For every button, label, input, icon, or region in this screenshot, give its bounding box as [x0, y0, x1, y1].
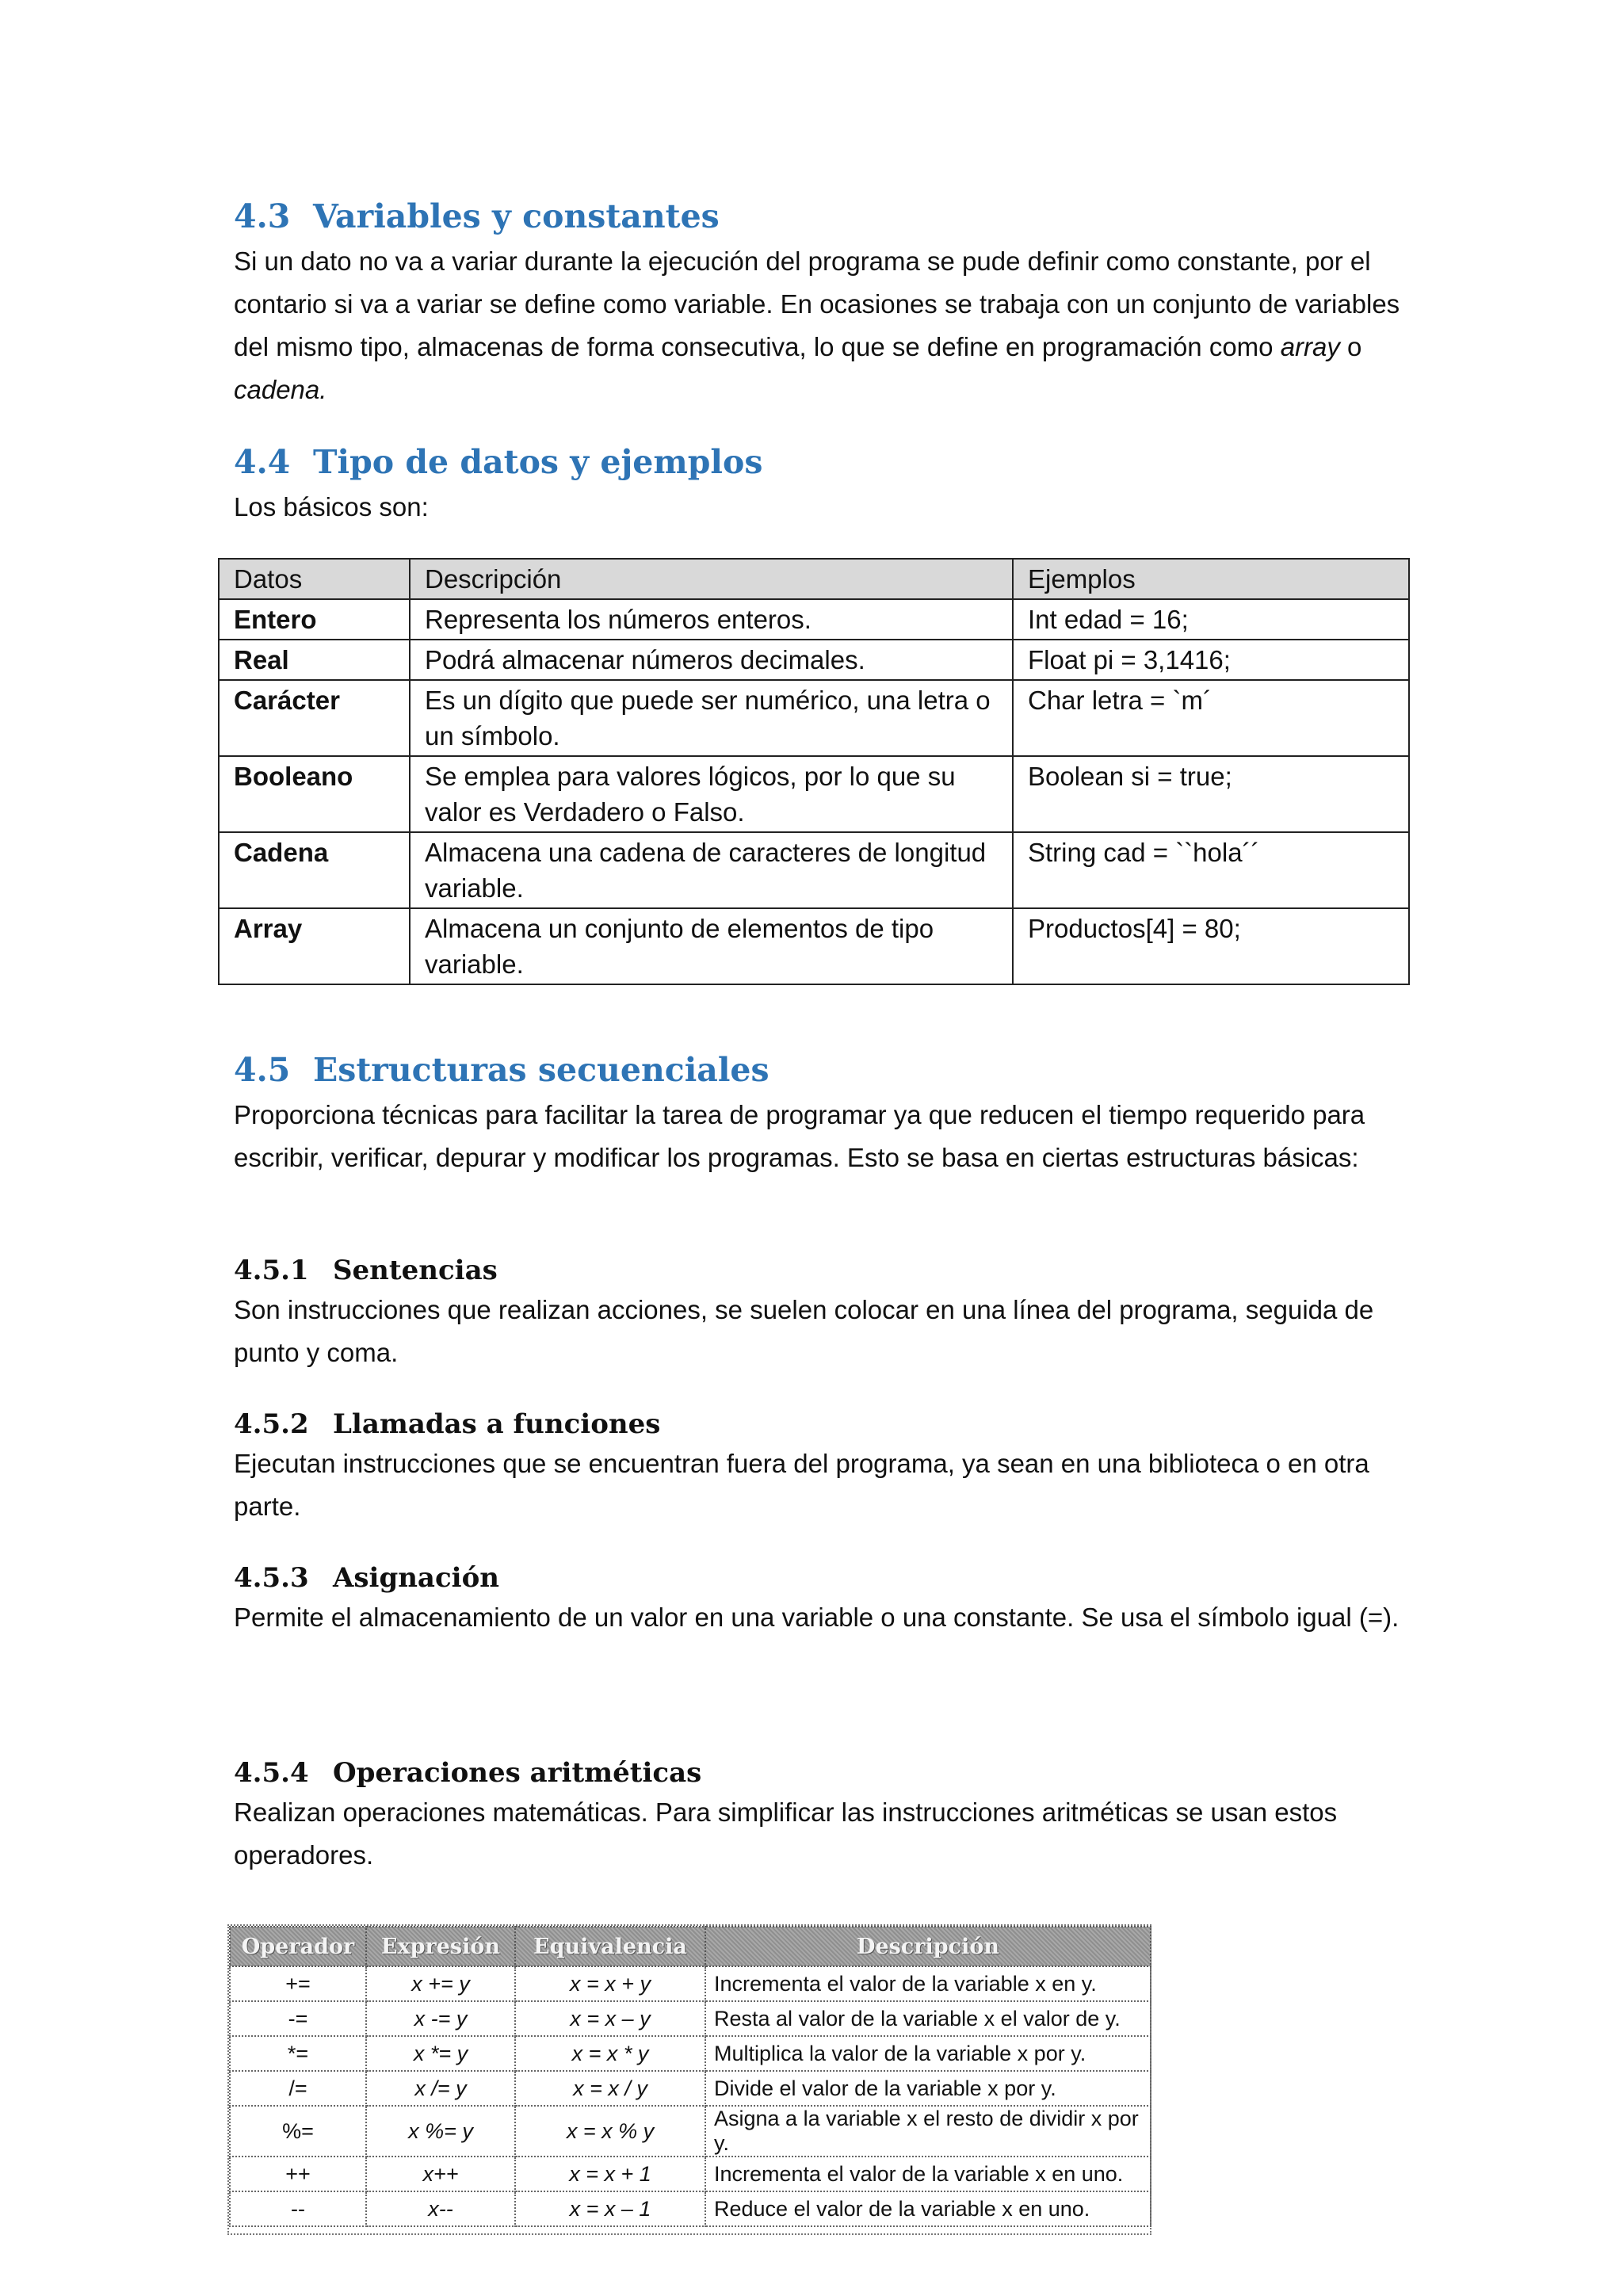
section-number: 4.3	[234, 197, 291, 235]
table-row	[230, 2191, 1151, 2226]
expression-cell: x /= y	[366, 2071, 515, 2106]
example-cell: Boolean si = true;	[1013, 756, 1409, 832]
description-cell: Podrá almacenar números decimales.	[410, 640, 1013, 680]
paragraph: Los básicos son:	[234, 492, 429, 521]
section-4-4	[234, 440, 1407, 529]
subsection-heading	[234, 1755, 1407, 1791]
table-row	[219, 680, 1409, 756]
term-cadena: cadena.	[234, 375, 327, 404]
operators-table	[229, 1926, 1151, 2227]
example-cell: String cad = ``hola´´	[1013, 832, 1409, 908]
table-row	[219, 908, 1409, 984]
example-cell: Productos[4] = 80;	[1013, 908, 1409, 984]
subsection-number: 4.5.4	[234, 1757, 309, 1789]
equivalence-cell: x = x % y	[515, 2106, 705, 2157]
description-cell: Almacena una cadena de caracteres de longitud variable.	[410, 832, 1013, 908]
expression-cell: x++	[366, 2157, 515, 2191]
table-header-row	[230, 1927, 1151, 1966]
section-number: 4.5	[234, 1051, 291, 1089]
description-cell: Almacena un conjunto de elementos de tipo variable.	[410, 908, 1013, 984]
operator-cell: ++	[230, 2157, 366, 2191]
subsection-number: 4.5.2	[234, 1408, 309, 1440]
type-cell: Real	[219, 640, 410, 680]
equivalence-cell: x = x – y	[515, 2001, 705, 2036]
operator-cell: /=	[230, 2071, 366, 2106]
section-4-5-3	[234, 1560, 1407, 1639]
example-cell: Int edad = 16;	[1013, 599, 1409, 640]
header-cell: Datos	[219, 559, 410, 599]
section-heading	[234, 1048, 1407, 1092]
type-cell: Carácter	[219, 680, 410, 756]
section-title: Estructuras secuenciales	[313, 1051, 769, 1089]
table-row	[230, 2036, 1151, 2071]
equivalence-cell: x = x + y	[515, 1966, 705, 2001]
operator-cell: +=	[230, 1966, 366, 2001]
description-cell: Incrementa el valor de la variable x en y.	[705, 1966, 1151, 2001]
section-title: Tipo de datos y ejemplos	[313, 443, 763, 481]
expression-cell: x += y	[366, 1966, 515, 2001]
table-row	[230, 1966, 1151, 2001]
operator-cell: *=	[230, 2036, 366, 2071]
subsection-title: Sentencias	[333, 1255, 498, 1286]
section-heading	[234, 194, 1407, 239]
subsection-title: Operaciones aritméticas	[333, 1757, 702, 1789]
operator-cell: --	[230, 2191, 366, 2226]
description-cell: Incrementa el valor de la variable x en uno.	[705, 2157, 1151, 2191]
description-cell: Asigna a la variable x el resto de dividir x por y.	[705, 2106, 1151, 2157]
subsection-number: 4.5.1	[234, 1255, 309, 1286]
table-row	[230, 2106, 1151, 2157]
example-cell: Char letra = `m´	[1013, 680, 1409, 756]
subsection-title: Llamadas a funciones	[333, 1408, 661, 1440]
section-4-5-2	[234, 1406, 1407, 1528]
expression-cell: x %= y	[366, 2106, 515, 2157]
term-array: array	[1280, 332, 1340, 361]
header-cell: Operador	[230, 1927, 366, 1966]
type-cell: Booleano	[219, 756, 410, 832]
section-4-5-1	[234, 1252, 1407, 1374]
operator-cell: %=	[230, 2106, 366, 2157]
paragraph: Permite el almacenamiento de un valor en una variable o una constante. Se usa el símbolo igual (=).	[234, 1603, 1400, 1632]
subsection-number: 4.5.3	[234, 1562, 309, 1594]
table-header-row	[219, 559, 1409, 599]
table-row	[219, 640, 1409, 680]
table-row	[230, 2001, 1151, 2036]
subsection-heading	[234, 1252, 1407, 1289]
paragraph: Proporciona técnicas para facilitar la tarea de programar ya que reducen el tiempo requerido para escribir, verificar, depurar y modificar los programas. Esto se basa en ciertas estructuras básicas:	[234, 1100, 1365, 1172]
paragraph-text: Si un dato no va a variar durante la ejecución del programa se pude definir como constante, por el contario si va a variar se define como variable. En ocasiones se trabaja con un conjunto de variables del mismo tipo, almacenas de forma consecutiva, lo que se define en programación como	[234, 246, 1400, 361]
expression-cell: x -= y	[366, 2001, 515, 2036]
header-cell: Descripción	[410, 559, 1013, 599]
subsection-heading	[234, 1406, 1407, 1442]
description-cell: Resta al valor de la variable x el valor de y.	[705, 2001, 1151, 2036]
paragraph-text: o	[1339, 332, 1362, 361]
subsection-heading	[234, 1560, 1407, 1596]
operator-cell: -=	[230, 2001, 366, 2036]
header-cell: Equivalencia	[515, 1927, 705, 1966]
equivalence-cell: x = x + 1	[515, 2157, 705, 2191]
example-cell: Float pi = 3,1416;	[1013, 640, 1409, 680]
table-row	[219, 832, 1409, 908]
type-cell: Cadena	[219, 832, 410, 908]
description-cell: Reduce el valor de la variable x en uno.	[705, 2191, 1151, 2226]
equivalence-cell: x = x * y	[515, 2036, 705, 2071]
section-4-5	[234, 1048, 1407, 1179]
data-types-table	[218, 558, 1410, 985]
section-heading	[234, 440, 1407, 484]
equivalence-cell: x = x / y	[515, 2071, 705, 2106]
subsection-title: Asignación	[333, 1562, 499, 1594]
description-cell: Es un dígito que puede ser numérico, una letra o un símbolo.	[410, 680, 1013, 756]
type-cell: Entero	[219, 599, 410, 640]
paragraph	[234, 240, 1407, 411]
table-row	[230, 2157, 1151, 2191]
description-cell: Multiplica la valor de la variable x por y.	[705, 2036, 1151, 2071]
paragraph: Son instrucciones que realizan acciones, se suelen colocar en una línea del programa, seguida de punto y coma.	[234, 1295, 1374, 1367]
section-title: Variables y constantes	[313, 197, 720, 235]
table-row	[230, 2071, 1151, 2106]
table-row	[219, 599, 1409, 640]
paragraph: Realizan operaciones matemáticas. Para simplificar las instrucciones aritméticas se usan estos operadores.	[234, 1797, 1338, 1870]
table-row	[219, 756, 1409, 832]
header-cell: Expresión	[366, 1927, 515, 1966]
description-cell: Representa los números enteros.	[410, 599, 1013, 640]
type-cell: Array	[219, 908, 410, 984]
description-cell: Divide el valor de la variable x por y.	[705, 2071, 1151, 2106]
paragraph: Ejecutan instrucciones que se encuentran fuera del programa, ya sean en una biblioteca o en otra parte.	[234, 1449, 1369, 1521]
section-4-3	[234, 194, 1407, 411]
description-cell: Se emplea para valores lógicos, por lo que su valor es Verdadero o Falso.	[410, 756, 1013, 832]
header-cell: Descripción	[705, 1927, 1151, 1966]
header-cell: Ejemplos	[1013, 559, 1409, 599]
section-4-5-4	[234, 1755, 1407, 1877]
operators-table-image	[227, 1924, 1151, 2235]
section-number: 4.4	[234, 443, 291, 481]
expression-cell: x *= y	[366, 2036, 515, 2071]
equivalence-cell: x = x – 1	[515, 2191, 705, 2226]
expression-cell: x--	[366, 2191, 515, 2226]
